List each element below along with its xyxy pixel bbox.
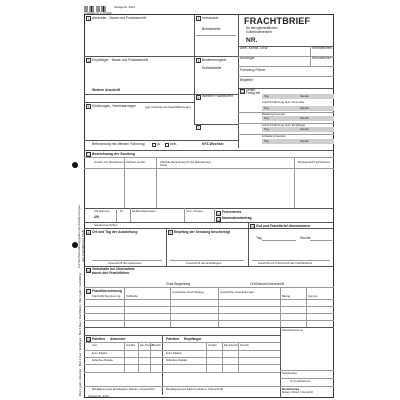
publisher-number: Verlags-Nr. 2321	[114, 5, 135, 9]
divider-right	[238, 14, 239, 148]
p-row-1	[84, 350, 280, 351]
arrival-consignee-shade	[262, 127, 334, 132]
field-number-7: 7	[197, 126, 200, 130]
calc-col-3	[218, 287, 219, 327]
consignee-confirm-label: Bestätigung des Empfängers (Datum, Unterschrift)	[92, 387, 155, 391]
reservations-label-2: durch den Frachtführer	[92, 271, 130, 275]
taken-hour-line	[310, 240, 332, 241]
euro-pallet-label-2: Euro-Palette	[166, 351, 182, 355]
tariff-label: Tarifstelle	[126, 294, 138, 298]
open-vehicle-no-label: nein	[170, 142, 177, 146]
time-day-5: Tag	[264, 139, 269, 143]
driver-confirm-label: Bestätigung des Fahrers (Datum, Unterschrift)	[166, 387, 224, 391]
unloading-done-shade	[262, 139, 334, 144]
other-address-label: Weitere Anschrift	[92, 88, 120, 92]
place-date-signature-label: Ort/Datum/Unterschrift	[250, 282, 284, 286]
freight-note-label: Freivermerk	[222, 210, 242, 214]
origin-label: Versandort	[202, 16, 219, 20]
sig-col-1	[166, 228, 167, 266]
calc-row-2	[84, 306, 334, 307]
taken-day-line	[262, 240, 296, 241]
times-label: Zeiten	[246, 88, 256, 92]
special-provisions-label: Sondervorschriften	[94, 223, 118, 227]
trailer-sub: Kennzeichen	[312, 56, 332, 60]
amount-label: Betrag	[282, 294, 291, 298]
line-r4	[238, 76, 334, 77]
un-col-4	[214, 208, 215, 222]
line-1	[84, 56, 194, 57]
gross-amount-label: Bruttobetrag	[282, 387, 299, 391]
time-day-1: Tag	[264, 94, 269, 98]
pallet-hdr-line	[84, 342, 280, 343]
col-description: Offizielle Benennung für die Beförderung	[160, 160, 211, 164]
consignee-label: Empfänger - Name und Postanschrift	[92, 58, 148, 62]
col-content: Inhalt	[160, 163, 167, 167]
place-date-label: Ort und Tag der Ausstellung	[92, 230, 138, 234]
vat-label: % Umsatzsteuer	[290, 379, 311, 383]
driver-label: Fahrzeug-Führer	[240, 68, 266, 72]
unloading-point-label: Entladestelle	[202, 66, 222, 70]
col-quantity: Anzahl, Art, Bezeichnung	[94, 160, 126, 164]
field-number-4: 4	[197, 59, 200, 63]
destination-label: Bestimmungsort	[202, 58, 227, 62]
line-r6	[238, 112, 334, 113]
calc-row-3	[84, 313, 334, 314]
line-r3	[238, 66, 334, 67]
time-day-3: Tag	[264, 116, 269, 120]
time-hour-2: Stunde	[300, 106, 309, 110]
open-vehicle-label: Beförderung mit offenem Fahrzeug	[92, 142, 145, 146]
pallet-count-col: Anzahl	[126, 343, 135, 347]
loading-done-label: Beladung beendet	[262, 112, 285, 116]
sig-col-2	[248, 222, 249, 266]
line-6b	[84, 157, 334, 158]
copies-note: Blatt 1 weiß = Absender · Blatt 2 rosa = Empfänger · Blatt 3 blau = Frachtführer · Blatt 4 gelb = Frachtführer	[79, 272, 82, 396]
divider-mid-2	[194, 94, 195, 124]
line-8	[84, 222, 334, 223]
sig-line-2	[170, 260, 244, 261]
unloading-done-label: Entladung beendet	[262, 134, 286, 138]
companion-label: Begleiter	[240, 78, 254, 82]
danger-label-pattern: Gefahrzettelmuster	[132, 209, 156, 213]
other-carriers-label: Weitere Frachtführer	[202, 94, 234, 98]
field-number-16: 16	[87, 338, 91, 342]
line-11	[84, 287, 334, 288]
divider-mid-top	[194, 14, 195, 102]
un-prefix: UN	[94, 215, 99, 219]
field-number-14: 14	[217, 212, 221, 216]
field-number-17: 17	[87, 153, 91, 157]
grid-pallet-label: Gitterbox-Palette	[92, 358, 113, 362]
vehicle-change-label: KFZ-Wechsel	[202, 142, 224, 146]
arrival-sender-label: Ankunft Fahrzeug beim Versender	[262, 100, 305, 104]
sum-label: Summe	[308, 294, 318, 298]
taken-hour-label: Stunde	[300, 236, 311, 240]
origin-line	[196, 35, 236, 36]
accompanying-label: Gute Begleitung	[166, 282, 191, 286]
sig-line-3	[252, 260, 330, 261]
additional-agreements-label: zusätzliche Vereinbarungen	[220, 290, 255, 294]
col-gross-weight: Bruttogewicht kg/Volumen	[298, 160, 331, 164]
field-number-10: 10	[251, 225, 255, 229]
line-r8	[238, 134, 334, 135]
side-note-2: des Frachtführers HGB	[81, 230, 85, 262]
pallet-count-col-2: Anzahl	[208, 343, 217, 347]
time-hour-3: Stunde	[300, 116, 309, 120]
reservations-label-1: Vorbehalte bei Übernahme	[92, 267, 135, 271]
confirm-line	[84, 386, 280, 387]
carrier-signature-label: Anschrift und Unterschrift des Frachtführers	[258, 261, 313, 265]
trailer-label: Anhänger	[240, 56, 255, 60]
line-6	[84, 150, 334, 151]
col-marks: Zeichen und Nr.	[126, 160, 146, 164]
form-title: FRACHTBRIEF	[244, 16, 311, 26]
packing-group-label: Verp.-Gruppe	[186, 209, 203, 213]
field-number-1: 1	[87, 17, 90, 21]
arrival-consignee-label: Ankunft Fahrzeug beim Empfänger	[262, 123, 306, 127]
calc-col-5	[306, 287, 307, 327]
grid-pallet-label-2: Gitterbox-Palette	[166, 358, 187, 362]
truck-plate-label: Amtl. Kennz. LKW	[240, 46, 268, 50]
subtotal-label: Zwischensumme	[282, 328, 303, 332]
ready-at-label: Fertig bei	[246, 91, 261, 95]
field-number-3: 3	[87, 59, 90, 63]
sig-line-1	[92, 260, 162, 261]
line-5	[84, 140, 238, 141]
time-hour-1: Stunde	[300, 94, 309, 98]
pallets-label: Paletten	[92, 337, 106, 341]
receipt-label: Empfang der Sendung bescheinigt	[174, 230, 230, 234]
time-day-2: Tag	[264, 106, 269, 110]
pallet-swap-col: Tausch	[152, 343, 161, 347]
calc-row-4	[84, 320, 334, 321]
sender-signature-label: Unterschrift des Absenders	[108, 261, 142, 265]
pallets-consignee-label: Empfänger	[184, 337, 202, 341]
open-vehicle-yes-label: ja	[157, 142, 160, 146]
time-shade-1	[262, 94, 334, 99]
punch-hole-top	[72, 162, 78, 168]
pallet-exchange-col: Ein-Tausch	[140, 343, 154, 347]
footer-publisher: Verlags-Nr. 2321	[88, 394, 109, 398]
sender-label: Absender - Name und Postanschrift	[92, 16, 146, 20]
field-number-5: 5	[87, 105, 90, 109]
time-hour-4: Stunde	[300, 127, 309, 131]
field-number-11: 11	[87, 269, 91, 273]
p-row-4	[84, 372, 280, 373]
calc-col-1	[124, 287, 125, 327]
form-subtitle-2: Güterkraftverkehr	[246, 30, 273, 34]
un-col-3	[184, 208, 185, 222]
totals-divider	[280, 327, 281, 398]
open-vehicle-no-checkbox[interactable]	[165, 143, 169, 147]
goods-taken-label: Gut und Frachtbrief übernommen	[256, 224, 311, 228]
pallets-sender-label: Absender	[110, 337, 126, 341]
form-subtitle-1: für den gewerblichen	[246, 26, 278, 30]
field-number-15: 15	[217, 218, 221, 222]
euro-pallet-label: Euro-Palette	[92, 351, 108, 355]
pallet-exchange-col-2: Ein-Tausch	[224, 343, 238, 347]
un-col-2	[130, 208, 131, 222]
pallet-type-col: Anz.	[92, 343, 98, 347]
line-13	[84, 335, 280, 336]
net-amount-label: Nettobetrag	[282, 371, 297, 375]
field-number-2: 2	[197, 17, 200, 21]
chargeable-weight-label: Frachtpflichtig Gew. kg	[92, 294, 121, 298]
open-vehicle-yes-checkbox[interactable]	[152, 143, 156, 147]
p-row-3	[84, 364, 280, 365]
field-number-6: 6	[197, 96, 200, 100]
loading-point-label: Beladestelle	[202, 27, 221, 31]
line-3	[84, 102, 194, 103]
field-number-8: 8	[87, 231, 90, 235]
form-number-label: NR.	[246, 37, 258, 44]
calc-col-4	[280, 287, 281, 327]
declarations-label: Erklärungen, Vereinbarungen	[92, 104, 137, 108]
un-nr-label: Nr.	[120, 209, 124, 213]
loading-done-shade	[262, 116, 334, 121]
agreed-freight-label: vereinbarte Fracht Betrag	[172, 290, 204, 294]
field-number-12: 12	[241, 90, 245, 94]
consignee-signature-label: Unterschrift des Empfängers	[186, 261, 222, 265]
taken-day-label: Tag	[256, 236, 262, 240]
un-col-1	[116, 208, 117, 222]
declarations-sub: (ggf. Hinweise auf Spezialfahrzeuge)	[145, 104, 191, 109]
amount-words-label: Betrag in Worten / Unterschrift	[282, 392, 313, 394]
pallet-swap-col-2: Tausch	[240, 343, 249, 347]
goods-label: Bezeichnung der Sendung	[92, 152, 135, 156]
calc-row-1	[84, 299, 334, 300]
goods-hdr-line	[84, 168, 334, 169]
line-1b	[194, 56, 238, 57]
article-number: 4 002691 (P 2.10 SGF	[84, 11, 112, 15]
pallets-label-2: Paletten	[166, 337, 180, 341]
goods-col-1	[124, 157, 125, 208]
cod-label: Nachnahmebetrag	[222, 216, 252, 220]
side-note-1: Für die Beförderung gelten die Bestimmungen	[77, 204, 81, 268]
time-day-4: Tag	[264, 127, 269, 131]
un-number-label: UN-Nummer	[94, 209, 110, 213]
loading-shade	[262, 106, 334, 111]
calc-col-2	[170, 287, 171, 327]
truck-plate-sub: Kennzeichen	[312, 46, 332, 50]
goods-col-2	[156, 157, 157, 208]
field-number-9: 9	[169, 231, 172, 235]
freight-calc-label: Frachtberechnung	[92, 289, 122, 293]
field-number-13: 13	[87, 290, 91, 294]
time-hour-5: Stunde	[300, 139, 309, 143]
goods-col-3	[294, 157, 295, 208]
